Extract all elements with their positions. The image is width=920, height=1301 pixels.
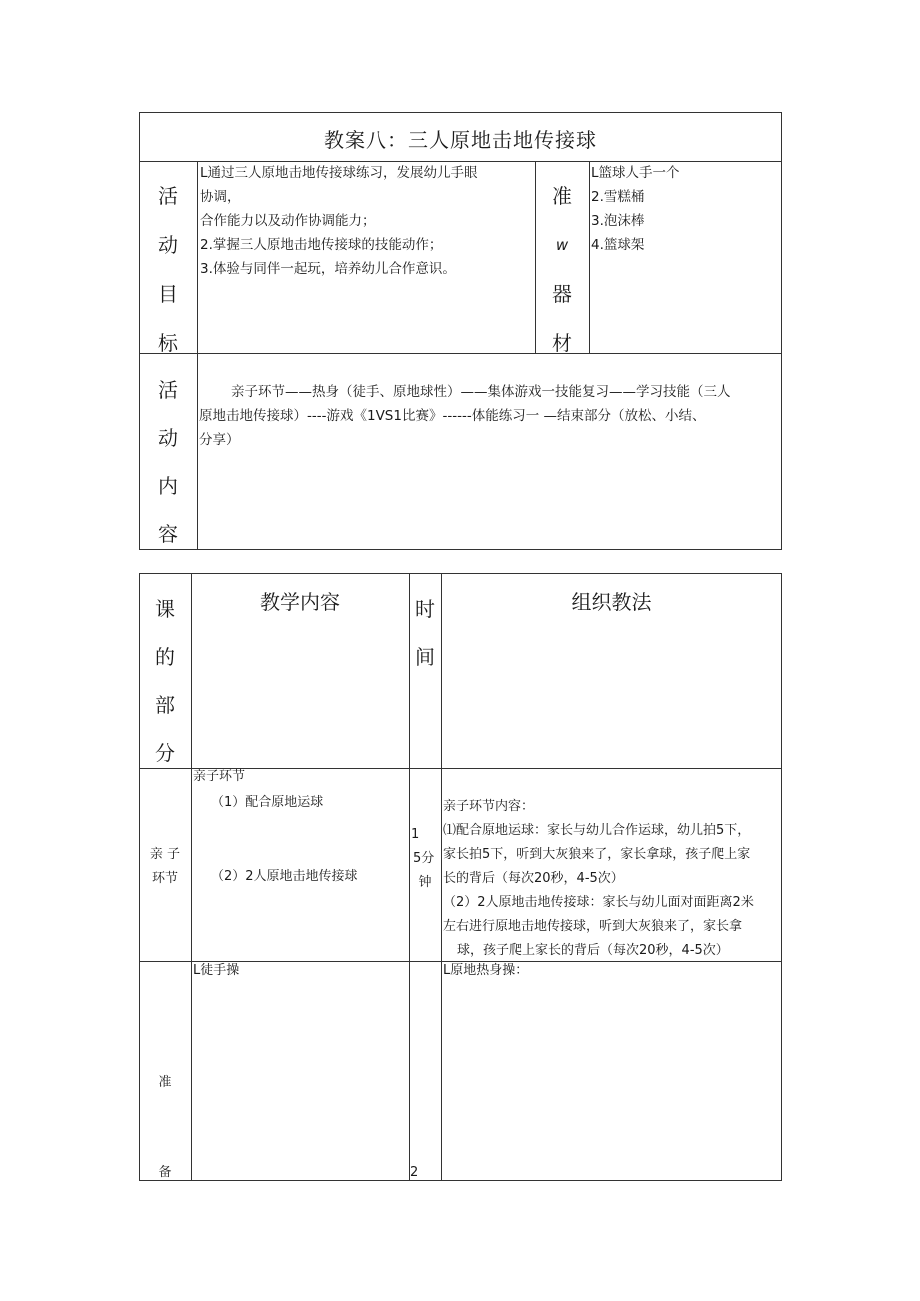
header-teaching-content: 教学内容	[260, 590, 340, 614]
material-item: 4.篮球架	[591, 237, 645, 253]
method-line: 左右进行原地击地传接球，听到大灰狼来了，家长拿	[443, 919, 743, 934]
material-item: 2.雪糕桶	[591, 189, 645, 205]
goal-label: 活 动 目 标	[158, 184, 178, 355]
method-line: 亲子环节内容：	[443, 799, 535, 814]
row-parent-child-time: 1 5分 钟	[411, 827, 435, 890]
row-parent-child-content	[193, 765, 407, 789]
activity-content-label: 活 动 内 容	[158, 378, 178, 546]
table1-row-divider	[139, 353, 782, 354]
goal-line: 3.体验与同伴一起玩，培养幼儿合作意识。	[200, 261, 456, 277]
row-parent-child-part: 亲 子 环节	[149, 847, 181, 886]
materials-list	[591, 161, 779, 257]
row-preparation-part: 备	[158, 1165, 172, 1180]
goal-line: L通过三人原地击地传接球练习，发展幼儿手眼	[200, 165, 478, 181]
goal-line: 合作能力以及动作协调能力；	[200, 213, 376, 229]
row-parent-child-method	[443, 795, 781, 963]
table2-divider	[191, 573, 192, 1181]
method-line: 长的背后（每次20秒，4-5次）	[443, 871, 624, 886]
page-title: 教案八：三人原地击地传接球	[324, 128, 597, 152]
method-line: ⑴配合原地运球：家长与幼儿合作运球，幼儿拍5下，	[443, 823, 751, 838]
goals-text	[200, 161, 534, 281]
row-preparation-content: L徒手操	[193, 963, 240, 978]
header-lesson-part: 课 的 部 分	[155, 597, 175, 765]
activity-content-text	[199, 380, 781, 452]
content-item: （1）配合原地运球	[211, 795, 324, 810]
content-line: 分享）	[199, 432, 240, 448]
table1-divider	[197, 161, 198, 550]
content-line: 原地击地传接球）----游戏《1VS1比赛》------体能练习一 —结束部分（放松、小结、	[199, 408, 706, 424]
material-item: 3.泡沫棒	[591, 213, 645, 229]
row-preparation-method: L原地热身操：	[443, 963, 529, 978]
goal-line: 2.掌握三人原地击地传接球的技能动作；	[200, 237, 443, 253]
table1-divider	[589, 161, 590, 353]
content-title: 亲子环节	[193, 769, 246, 784]
goal-line: 协调，	[200, 189, 241, 205]
row-preparation-time: 2	[410, 1165, 419, 1180]
method-line: 球，孩子爬上家长的背后（每次20秒，4-5次）	[457, 943, 729, 958]
content-line: 亲子环节——热身（徒手、原地球性）——集体游戏一技能复习——学习技能（三人	[231, 384, 731, 400]
header-time: 时 间	[415, 597, 435, 669]
method-line: （2）2人原地击地传接球：家长与幼儿面对面距离2米	[443, 895, 754, 910]
row-preparation-part: 准	[158, 1075, 172, 1090]
method-line: 家长拍5下，听到大灰狼来了，家长拿球，孩子爬上家	[443, 847, 751, 862]
header-organization-method: 组织教法	[571, 590, 652, 614]
equipment-label: 准 w 器 材	[552, 184, 572, 355]
table2-divider	[441, 573, 442, 1181]
material-item: L篮球人手一个	[591, 165, 680, 181]
content-item: （2）2人原地击地传接球	[211, 869, 358, 884]
